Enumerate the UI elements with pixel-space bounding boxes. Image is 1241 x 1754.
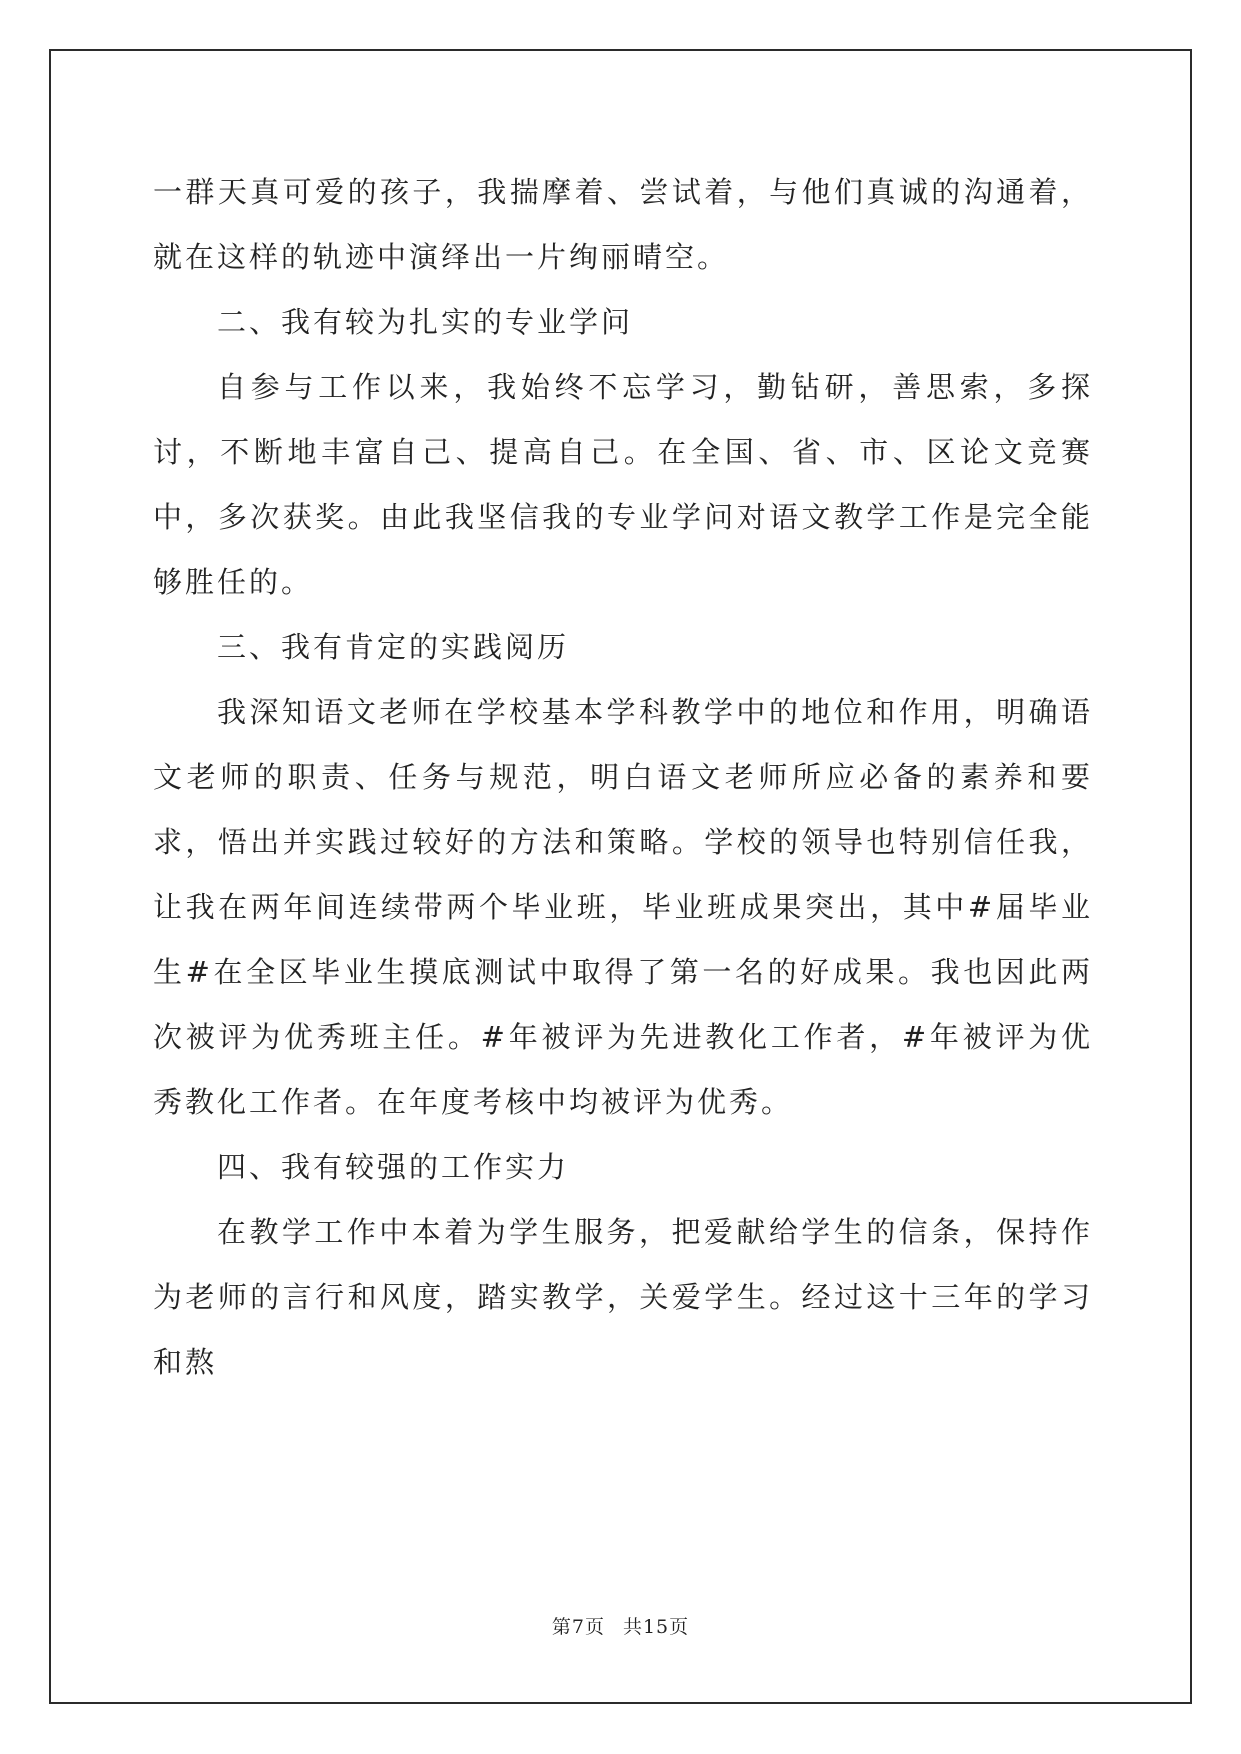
page-total: 共15页: [622, 1616, 690, 1638]
page-number: 第7页: [551, 1616, 605, 1638]
paragraph-work-ability: 在教学工作中本着为学生服务，把爱献给学生的信条，保持作为老师的言行和风度，踏实教学，关爱学生。经过这十三年的学习和熬: [153, 1215, 1093, 1379]
section-heading-practical-experience: 三、我有肯定的实践阅历: [217, 630, 570, 664]
paragraph-professional-knowledge: 自参与工作以来，我始终不忘学习，勤钻研，善思索，多探讨，不断地丰富自己、提高自己。在全国、省、市、区论文竞赛中，多次获奖。由此我坚信我的专业学问对语文教学工作是完全能够胜任的。: [153, 370, 1093, 599]
page-footer: [0, 1612, 1241, 1639]
paragraph-intro-continuation: 一群天真可爱的孩子，我揣摩着、尝试着，与他们真诚的沟通着，就在这样的轨迹中演绎出一片绚丽晴空。: [153, 175, 1093, 274]
document-body: [153, 160, 1093, 1395]
section-heading-work-ability: 四、我有较强的工作实力: [217, 1150, 570, 1184]
section-heading-professional-knowledge: 二、我有较为扎实的专业学问: [217, 305, 634, 339]
paragraph-practical-experience: 我深知语文老师在学校基本学科教学中的地位和作用，明确语文老师的职责、任务与规范，明白语文老师所应必备的素养和要求，悟出并实践过较好的方法和策略。学校的领导也特别信任我，让我在两年间连续带两个毕业班，毕业班成果突出，其中#届毕业生#在全区毕业生摸底测试中取得了第一名的好成果。我也因此两次被评为优秀班主任。#年被评为先进教化工作者，#年被评为优秀教化工作者。在年度考核中均被评为优秀。: [153, 695, 1093, 1119]
